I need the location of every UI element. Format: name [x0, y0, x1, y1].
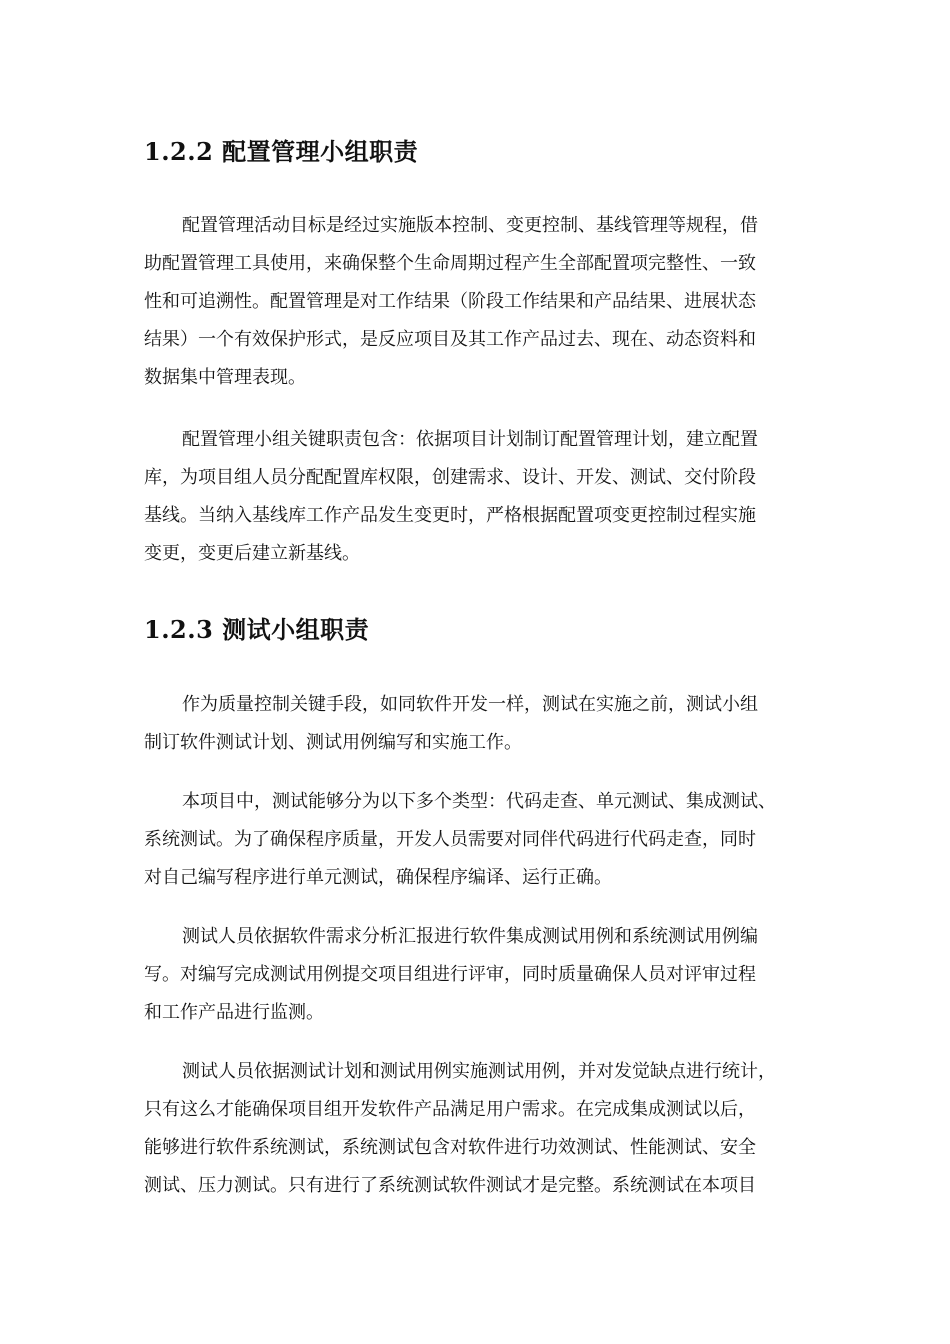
text-line: 系统测试。为了确保程序质量，开发人员需要对同伴代码进行代码走查，同时 [144, 829, 756, 850]
text-line: 测试人员依据测试计划和测试用例实施测试用例，并对发觉缺点进行统计， [182, 1061, 776, 1082]
text-line: 测试人员依据软件需求分析汇报进行软件集成测试用例和系统测试用例编 [182, 926, 758, 947]
text-line: 作为质量控制关键手段，如同软件开发一样，测试在实施之前，测试小组 [182, 694, 758, 715]
text-line: 结果）一个有效保护形式，是反应项目及其工作产品过去、现在、动态资料和 [144, 329, 756, 350]
section-heading-1-2-3: 1.2.3 测试小组职责 [144, 615, 370, 644]
section-heading-1-2-2: 1.2.2 配置管理小组职责 [144, 137, 419, 166]
text-line: 配置管理活动目标是经过实施版本控制、变更控制、基线管理等规程，借 [182, 215, 758, 236]
text-line: 助配置管理工具使用，来确保整个生命周期过程产生全部配置项完整性、一致 [144, 253, 756, 274]
text-line: 能够进行软件系统测试，系统测试包含对软件进行功效测试、性能测试、安全 [144, 1137, 756, 1158]
text-line: 测试、压力测试。只有进行了系统测试软件测试才是完整。系统测试在本项目 [144, 1175, 756, 1196]
paragraph [144, 918, 820, 1032]
text-line: 对自己编写程序进行单元测试，确保程序编译、运行正确。 [144, 867, 612, 888]
text-line: 制订软件测试计划、测试用例编写和实施工作。 [144, 732, 522, 753]
text-line: 和工作产品进行监测。 [144, 1002, 324, 1023]
paragraph [144, 421, 820, 573]
text-line: 库，为项目组人员分配配置库权限，创建需求、设计、开发、测试、交付阶段 [144, 467, 756, 488]
paragraph [144, 783, 820, 897]
paragraph [144, 686, 820, 762]
text-line: 只有这么才能确保项目组开发软件产品满足用户需求。在完成集成测试以后， [144, 1099, 756, 1120]
paragraph [144, 1053, 820, 1205]
text-line: 基线。当纳入基线库工作产品发生变更时，严格根据配置项变更控制过程实施 [144, 505, 756, 526]
text-line: 写。对编写完成测试用例提交项目组进行评审，同时质量确保人员对评审过程 [144, 964, 756, 985]
text-line: 配置管理小组关键职责包含：依据项目计划制订配置管理计划，建立配置 [182, 429, 758, 450]
text-line: 本项目中，测试能够分为以下多个类型：代码走查、单元测试、集成测试、 [182, 791, 776, 812]
text-line: 变更，变更后建立新基线。 [144, 543, 360, 564]
text-line: 性和可追溯性。配置管理是对工作结果（阶段工作结果和产品结果、进展状态 [144, 291, 756, 312]
text-line: 数据集中管理表现。 [144, 367, 306, 388]
paragraph [144, 207, 820, 397]
